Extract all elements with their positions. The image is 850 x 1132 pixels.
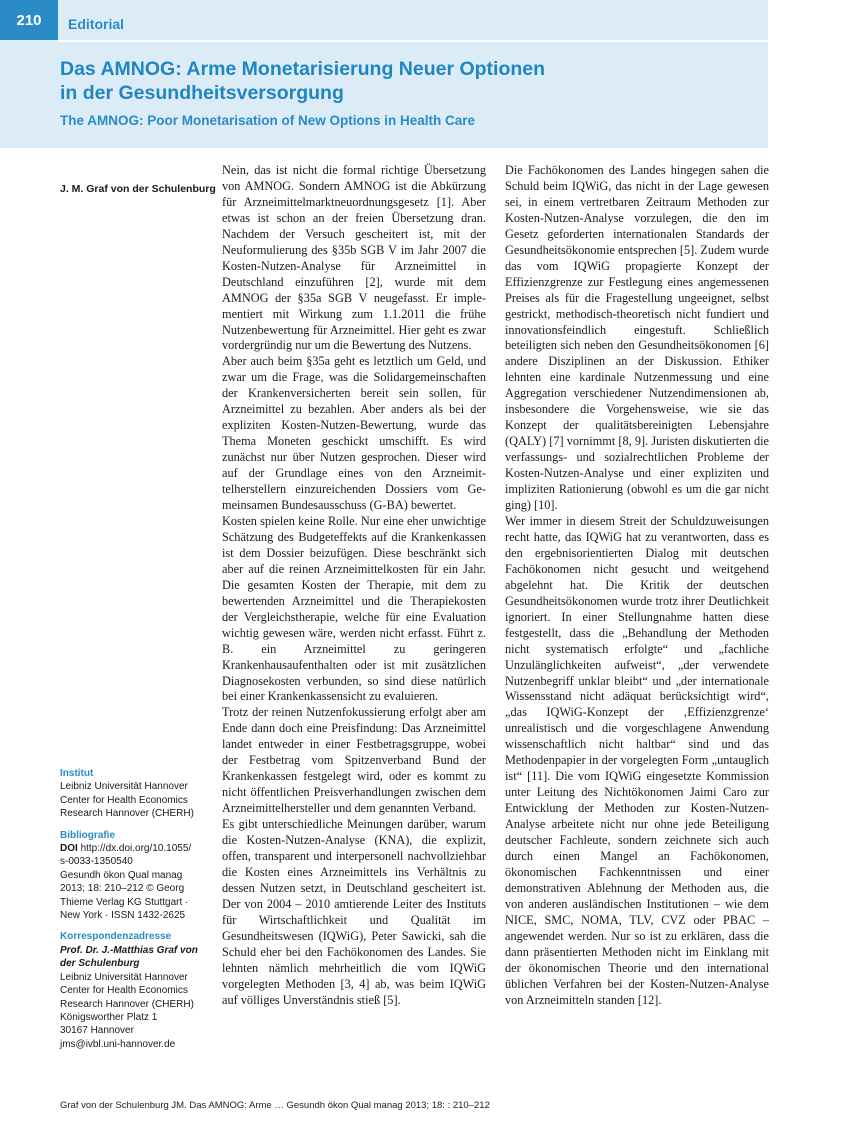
bibliography-line: Thieme Verlag KG Stuttgart · <box>60 896 189 908</box>
institute-line: Research Hannover (CHERH) <box>60 808 194 820</box>
doi-link[interactable]: http://dx.doi.org/10.1055/ <box>80 843 192 855</box>
correspondence-line: 30167 Hannover <box>60 1025 134 1037</box>
correspondence-line: Leibniz Universität Hannover <box>60 971 188 983</box>
bibliography-line: New York · ISSN 1432-2625 <box>60 910 186 922</box>
paragraph: Wer immer in diesem Streit der Schuldzuweisungen recht hatte, das IQWiG hat zu verantworten, dass es den ergebnisorientierten Dialog mit deutschen Fachökonomen nicht gesucht und weitgehend abgelehnt hat. Die Kritik der deutschen Gesundheitsökonomen wurde trotz ihrer Deutlichkeit ignoriert. In einer Stellungnahme hatten diese festgestellt, dass die „Behandlung der Methoden nicht systematisch erfolgte“ und „fachliche Unzulänglichkeiten aufweist“, „der verwendete Nutzenbegriff unklar bleibt“ und „der internationale Wissensstand nicht adäquat berücksichtigt wird“, „das IQWiG-Konzept der ‚Effizienzgrenze‘ unrealistisch und die vorgeschlagene Anwendung wissenschaftlich nicht haltbar“ sind und das Methodenpapier in der vorgelegten Form „untauglich ist“ [11]. Die vom IQWiG eingesetzte Kommission unter Leitung des Nichtökonomen Jaimi Caro zur Entwicklung der Methoden zur Kosten-Nutzen-Analyse arbeitete nicht nur ohne jede Beteiligung deutscher Fachleute, sondern zeichnete sich auch durch einen Mangel an Fachökonomen, ökonomischen Fachkenntnissen und einer demonstrativen Ablehnung der Methoden aus, die von anderen ausländischen Institutionen – wie dem NICE, SMC, NOMA, TLV, CVZ oder PBAC – angewendet werden. Nur so ist zu erklären, dass die dann präsentierten Methoden nicht im Einklang mit der ökonomischen Theorie und den international üblichen Verfahren bei der Kosten-Nutzen-Analyse von Arzneimitteln standen [12]. <box>505 513 769 1007</box>
institute-line: Leibniz Universität Hannover <box>60 781 188 793</box>
doi-label: DOI <box>60 843 78 855</box>
author-name: J. M. Graf von der Schulenburg <box>60 183 216 195</box>
doi-line <box>60 842 210 855</box>
correspondence-line: Königsworther Platz 1 <box>60 1011 158 1023</box>
text-column-2 <box>505 163 769 1009</box>
correspondence-email[interactable]: jms@ivbl.uni-hannover.de <box>60 1038 176 1050</box>
article-subtitle: The AMNOG: Poor Monetarisation of New Options in Health Care <box>60 113 476 128</box>
article-title-line-2: in der Gesundheitsversorgung <box>60 82 344 104</box>
institute-heading: Institut <box>60 768 94 779</box>
page-footer-citation: Graf von der Schulenburg JM. Das AMNOG: Arme … Gesundh ökon Qual manag 2013; 18: : 210–212 <box>60 1100 490 1111</box>
bibliography-line: s-0033-1350540 <box>60 856 133 868</box>
correspondence-name: der Schulenburg <box>60 958 140 970</box>
bibliography-heading: Bibliografie <box>60 829 116 841</box>
article-title-line-1: Das AMNOG: Arme Monetarisierung Neuer Optionen <box>60 58 546 80</box>
correspondence-line: Research Hannover (CHERH) <box>60 998 194 1010</box>
section-label: Editorial <box>68 16 125 32</box>
paragraph: Nein, das ist nicht die formal richtige Übersetzung von AMNOG. Sondern AMNOG ist die Abkürzung für Arzneimittelmarktneuordnungsgesetz [1]. Aber etwas ist schon an der freien Übersetzung dran. Nachdem der Versuch gescheitert ist, mit der Neuformulierung des §35b SGB V im Jahr 2007 die Kosten-Nutzen-Analyse für Arzneimittel in Deutschland einzuführen [2], wurde mit dem AMNOG der §35a SGB V neugefasst. Er implementiert mit Wirkung zum 1.1.2011 die frühe Nutzenbewertung für Arzneimittel. Hier geht es zwar vordergründig nur um die Bewertung des Nutzens. <box>222 163 486 353</box>
paragraph: Trotz der reinen Nutzenfokussierung erfolgt aber am Ende dann doch eine Preisfindung: Das Arzneimittel landet entweder in einer Festbetragsgruppe, wobei der Festbetrag vom Spitzenverband Bund der Krankenkassen festgelegt wird, oder es kommt zu nicht öffentlichen Preisverhandlungen zwischen dem Arzneimittelhersteller und dem genannten Verband. <box>222 705 486 816</box>
paragraph: Kosten spielen keine Rolle. Nur eine eher unwichtige Schätzung des Budgeteffekts auf die Krankenkassen ist dem Dossier beizufügen. Diese beschränkt sich aber auf die reinen Arzneimittelkosten für ein Jahr. Die gesamten Kosten der Therapie, mit dem zu bewertenden Arzneimittel und die Therapiekosten der Vergleichstherapie, welche für eine Evaluation wichtig gewesen wäre, werden nicht erfasst. Führt z. B. ein Arzneimittel zu geringeren Krankenhausaufenthalten oder ist mit zusätzlichen Diagnosekosten verbunden, so sind diese natürlich bei einer Krankenkassensicht zu evaluieren. <box>222 513 486 704</box>
paragraph: Die Fachökonomen des Landes hingegen sahen die Schuld beim IQWiG, das nicht in der Lage gewesen sei, in einem vertretbaren Zeitraum Methoden zur Kosten-Nutzen-Analyse vorzulegen, die den im Gesetz geforderten internationalen Standards der Gesundheitsökonomie entsprechen [5]. Zudem wurde das vom IQWiG propagierte Konzept der Effizienzgrenze zur Festlegung eines angemessenen Preises als für die Fragestellung ungeeignet, selbst gestrickt, methodisch-theoretisch nicht fundiert und innovationsfeindlich eingestuft. Schließlich beteiligten sich neben den Gesundheitsökonomen [6] andere Disziplinen an der Diskussion. Ethiker lehnten eine kardinale Nutzenmessung und eine Aggregation verschiedener Nutzendimensionen ab, insbesondere die Vorgehensweise, wie sie das Konzept der qualitätsbereinigten Lebensjahre (QALY) [7] vornimmt [8, 9]. Juristen diskutierten die verfassungs- und sozialrechtlichen Probleme der Kosten-Nutzen-Analyse und einer expliziten und impliziten Rationierung (obwohl es um die gar nicht ging) [10]. <box>505 163 769 513</box>
correspondence-name: Prof. Dr. J.-Matthias Graf von <box>60 944 198 956</box>
correspondence-heading: Korrespondenzadresse <box>60 931 172 943</box>
bibliography-line: Gesundh ökon Qual manag <box>60 869 183 881</box>
article-sidebar <box>60 767 210 1051</box>
institute-line: Center for Health Economics <box>60 794 188 806</box>
header-divider <box>58 40 768 42</box>
paragraph: Es gibt unterschiedliche Meinungen darüber, warum die Kosten-Nutzen-Analyse (KNA), die explizit, offen, transparent und interpersonell nachvollziehbar die Kosten eines Arzneimittels ins Verhältnis zu dessen Nutzen setzt, in Deutschland gescheitert ist. Der von 2004 – 2010 amtierende Leiter des Instituts für Wirtschaftlichkeit und Qualität im Gesundheitswesen (IQWiG), Peter Sawicki, sah die Schuld eher bei den Fachökonomen des Landes. Sie lehnten nämlich mehrheitlich die vom IQWiG vorgelegten Methoden [3, 4] ab, was beim IQWiG auf völliges Unverständnis stieß [5]. <box>222 817 486 1007</box>
correspondence-line: Center for Health Economics <box>60 985 188 997</box>
paragraph: Aber auch beim §35a geht es letztlich um Geld, und zwar um die Frage, was die Solidargemeinschaften der Krankenversicherten bereit sein sollen, für Arzneimittel zu bezahlen. Aber anders als bei der expliziten Kosten-Nutzen-Bewertung, wurde das Thema Moneten geschickt umschifft. Es wird zunächst nur über Nutzen gesprochen. Dieser wird auf der Grundlage eines von den Arzneimittelherstellern einzureichenden Dossiers vom Gemeinsamen Bundesausschuss (G-BA) bewertet. <box>222 354 486 513</box>
bibliography-line: 2013; 18: 210–212 © Georg <box>60 883 185 895</box>
text-column-1 <box>222 163 486 1009</box>
article-title <box>60 57 750 105</box>
page-number: 210 <box>0 0 58 40</box>
